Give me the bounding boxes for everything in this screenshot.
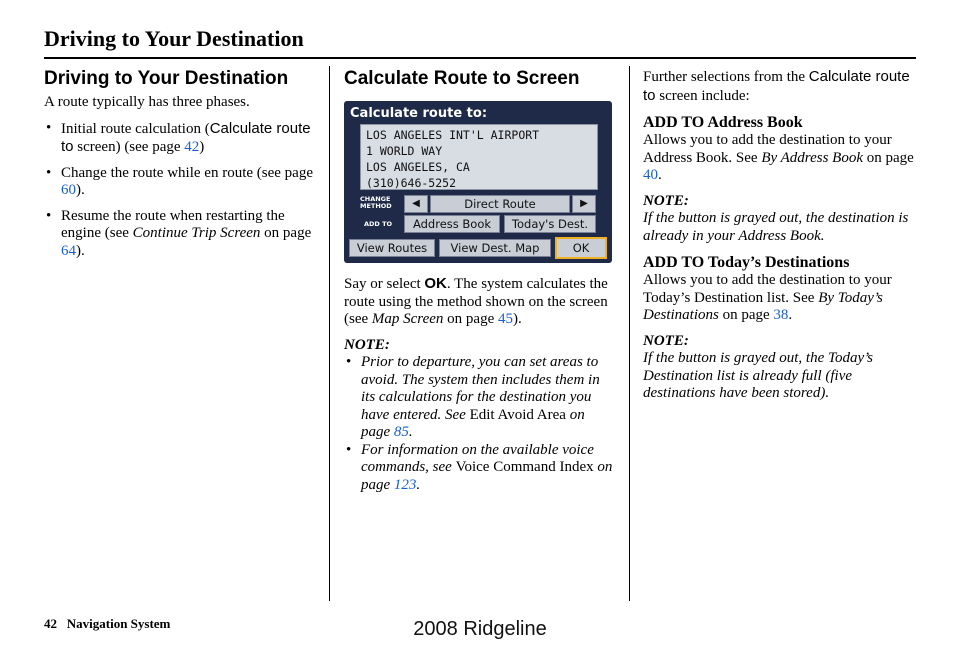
watermark-text: 2008 Ridgeline [413,618,547,640]
page-link[interactable]: 123 [393,476,417,493]
list-item: • For information on the available voice commands, see Voice Command Index on page 123. [344,442,616,495]
page-link[interactable]: 40 [643,167,658,183]
heading-add-to-todays-destinations: ADD TO Today’s Destinations [643,254,850,271]
address-line: LOS ANGELES, CA [366,160,470,174]
heading-add-to-address-book: ADD TO Address Book [643,114,803,131]
view-dest-map-button[interactable]: View Dest. Map [439,239,551,257]
page-link[interactable]: 38 [773,307,789,323]
ok-button[interactable]: OK [555,237,607,259]
intro-text: A route typically has three phases. [44,94,250,110]
arrow-left-icon[interactable]: ◀ [404,195,428,213]
column-divider-1 [329,66,330,601]
page-link[interactable]: 64 [61,242,76,259]
page-link[interactable]: 42 [184,139,200,155]
address-line: (310)646-5252 [366,176,457,190]
footer-section: Navigation System [66,616,171,631]
list-item: • Prior to departure, you can set areas to avoid. The system then includes them in its calculations for the destination you have entered. See Edit Avoid Area on page 85. [344,354,616,442]
page-number: 42 [44,616,57,631]
calculate-route-screen-image [344,101,612,263]
section-heading-calculate-route: Calculate Route to Screen [344,68,580,89]
page-link[interactable]: 60 [61,182,76,198]
section-heading-driving: Driving to Your Destination [44,68,289,89]
todays-dest-button[interactable]: Today's Dest. [504,215,596,233]
list-item: • Change the route while en route (see page 60). [44,165,316,200]
header-rule [44,57,916,59]
list-item: • Initial route calculation (Calculate route to screen) (see page 42) [44,120,316,157]
address-line: 1 WORLD WAY [366,144,443,158]
list-item: • Resume the route when restarting the engine (see Continue Trip Screen on page 64). [44,208,316,261]
note-text: If the button is grayed out, the destination is already in your Address Book. [643,210,909,244]
further-selections-intro: Further selections from the Calculate route to screen include: [643,68,910,104]
paragraph-todays-destinations: Allows you to add the destination to your Today’s Destination list. See By Today’s Destinations on page 38. [643,272,892,323]
column-2 [344,68,616,494]
arrow-right-icon[interactable]: ▶ [572,195,596,213]
note-label: NOTE: [643,192,689,209]
column-3 [643,68,915,407]
page-link[interactable]: 45 [497,311,513,327]
note-label: NOTE: [344,336,390,353]
address-line: LOS ANGELES INT'L AIRPORT [366,128,540,142]
route-method-display: Direct Route [430,195,570,213]
note-text: If the button is grayed out, the Today’s Destination list is already full (five destinations have been stored). [643,350,873,401]
column-divider-2 [629,66,630,601]
note-label: NOTE: [643,332,689,349]
change-method-label: CHANGE METHOD [360,195,392,210]
column-1 [44,68,316,268]
phase-list [44,120,316,261]
paragraph-address-book: Allows you to add the destination to your Address Book. See By Address Book on page 40. [643,132,914,183]
address-book-button[interactable]: Address Book [404,215,500,233]
note-list [344,354,616,494]
paragraph-say-select: Say or select OK. The system calculates the route using the method shown on the screen (see Map Screen on page 45). [344,275,608,327]
destination-address-box [360,124,598,190]
add-to-label: ADD TO [364,220,393,228]
screen-title: Calculate route to: [350,106,488,121]
page-header-title: Driving to Your Destination [44,26,304,51]
page-link[interactable]: 85 [393,424,409,440]
view-routes-button[interactable]: View Routes [349,239,435,257]
